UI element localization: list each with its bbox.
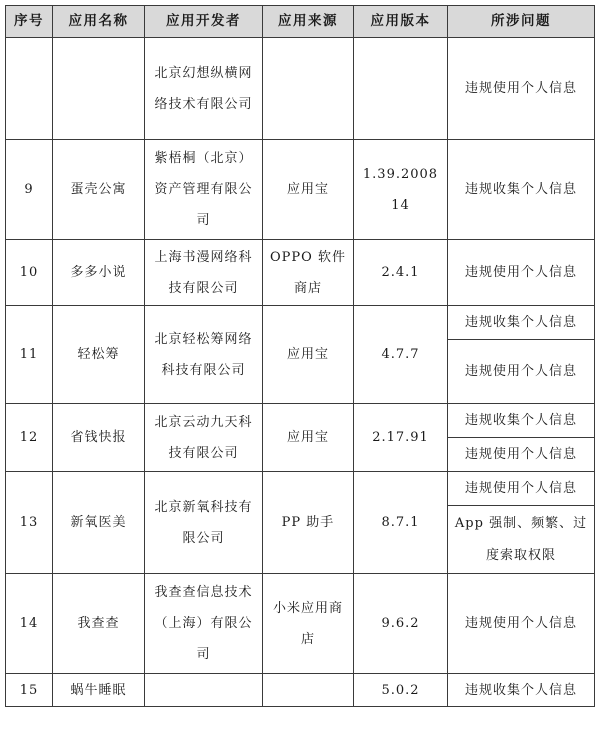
cell-source: 应用宝 [263, 140, 354, 240]
cell-issue: 违规使用个人信息 [448, 472, 595, 506]
table-row [6, 306, 595, 340]
cell-app-name: 轻松筹 [53, 306, 145, 404]
cell-issue: 违规使用个人信息 [448, 438, 595, 472]
cell-issue: App 强制、频繁、过度索取权限 [448, 506, 595, 574]
header-source: 应用来源 [263, 6, 354, 38]
cell-index: 12 [6, 404, 53, 472]
header-app-name: 应用名称 [53, 6, 145, 38]
cell-source [263, 674, 354, 707]
cell-source: OPPO 软件商店 [263, 240, 354, 306]
cell-source: 小米应用商店 [263, 574, 354, 674]
cell-issue: 违规使用个人信息 [448, 240, 595, 306]
cell-developer: 北京幻想纵横网络技术有限公司 [145, 38, 263, 140]
cell-index: 9 [6, 140, 53, 240]
table-row [6, 674, 595, 707]
cell-developer: 上海书漫网络科技有限公司 [145, 240, 263, 306]
cell-index: 11 [6, 306, 53, 404]
cell-developer [145, 674, 263, 707]
table-row [6, 240, 595, 306]
cell-issue: 违规使用个人信息 [448, 574, 595, 674]
cell-index: 14 [6, 574, 53, 674]
table-row [6, 140, 595, 240]
header-issue: 所涉问题 [448, 6, 595, 38]
cell-app-name [53, 38, 145, 140]
cell-version: 8.7.1 [354, 472, 448, 574]
cell-index [6, 38, 53, 140]
header-row [6, 6, 595, 38]
cell-app-name: 省钱快报 [53, 404, 145, 472]
cell-developer: 北京轻松筹网络科技有限公司 [145, 306, 263, 404]
cell-source: PP 助手 [263, 472, 354, 574]
cell-source: 应用宝 [263, 404, 354, 472]
table-row [6, 472, 595, 506]
cell-index: 10 [6, 240, 53, 306]
table-row [6, 404, 595, 438]
cell-issue: 违规收集个人信息 [448, 404, 595, 438]
table-row [6, 38, 595, 140]
header-developer: 应用开发者 [145, 6, 263, 38]
header-version: 应用版本 [354, 6, 448, 38]
cell-source [263, 38, 354, 140]
cell-issue: 违规使用个人信息 [448, 340, 595, 404]
cell-issue: 违规使用个人信息 [448, 38, 595, 140]
cell-issue: 违规收集个人信息 [448, 140, 595, 240]
cell-app-name: 新氧医美 [53, 472, 145, 574]
cell-version: 1.39.200814 [354, 140, 448, 240]
header-index: 序号 [6, 6, 53, 38]
cell-index: 15 [6, 674, 53, 707]
cell-app-name: 蜗牛睡眠 [53, 674, 145, 707]
cell-version: 9.6.2 [354, 574, 448, 674]
cell-developer: 北京云动九天科技有限公司 [145, 404, 263, 472]
cell-app-name: 多多小说 [53, 240, 145, 306]
cell-app-name: 我查查 [53, 574, 145, 674]
cell-version: 4.7.7 [354, 306, 448, 404]
cell-developer: 北京新氧科技有限公司 [145, 472, 263, 574]
cell-issue: 违规收集个人信息 [448, 674, 595, 707]
cell-source: 应用宝 [263, 306, 354, 404]
cell-developer: 我查查信息技术（上海）有限公司 [145, 574, 263, 674]
cell-developer: 紫梧桐（北京）资产管理有限公司 [145, 140, 263, 240]
table-row [6, 574, 595, 674]
cell-version: 5.0.2 [354, 674, 448, 707]
cell-version: 2.4.1 [354, 240, 448, 306]
cell-version: 2.17.91 [354, 404, 448, 472]
app-violation-table [5, 5, 595, 707]
cell-issue: 违规收集个人信息 [448, 306, 595, 340]
cell-index: 13 [6, 472, 53, 574]
cell-version [354, 38, 448, 140]
cell-app-name: 蛋壳公寓 [53, 140, 145, 240]
